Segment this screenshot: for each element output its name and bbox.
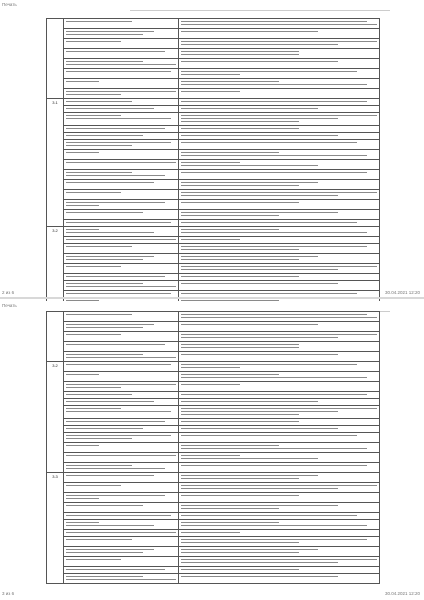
field-label [64,372,179,382]
table-row [47,113,380,126]
table-row [47,237,380,244]
field-value [179,453,380,463]
field-value [179,537,380,547]
field-value [179,150,380,160]
field-value [179,352,380,362]
field-label [64,106,179,113]
table-row [47,443,380,453]
field-value [179,113,380,126]
field-value [179,399,380,406]
field-value [179,322,380,332]
table-row [47,69,380,79]
table-row [47,352,380,362]
page-counter: 2 из 6 [2,290,15,295]
field-label [64,392,179,399]
field-value [179,133,380,140]
field-label [64,150,179,160]
table-row [47,392,380,399]
table-row [47,126,380,133]
field-value [179,530,380,537]
field-label [64,19,179,29]
field-value [179,190,380,200]
table-row [47,463,380,473]
table-row [47,473,380,483]
field-value [179,463,380,473]
table-row [47,503,380,513]
field-label [64,463,179,473]
field-label [64,227,179,237]
field-label [64,382,179,392]
field-value [179,433,380,443]
field-label [64,237,179,244]
field-value [179,69,380,79]
field-value [179,170,380,180]
field-label [64,220,179,227]
table-row [47,332,380,342]
table-row [47,382,380,392]
field-value [179,574,380,584]
field-label [64,170,179,180]
table-row [47,453,380,463]
field-label [64,493,179,503]
table-row [47,399,380,406]
field-label [64,281,179,291]
field-value [179,140,380,150]
table-row [47,520,380,530]
table-row [47,567,380,574]
field-value [179,547,380,557]
section-number [47,19,64,99]
field-value [179,210,380,220]
field-value [179,281,380,291]
table-row [47,372,380,382]
table-row [47,574,380,584]
field-label [64,140,179,150]
field-label [64,39,179,49]
field-value [179,362,380,372]
field-value [179,406,380,419]
field-value [179,513,380,520]
field-value [179,372,380,382]
field-label [64,133,179,140]
field-value [179,264,380,274]
field-label [64,547,179,557]
table-row [47,227,380,237]
field-label [64,69,179,79]
field-label [64,49,179,59]
print-label: Печать [2,303,17,308]
field-label [64,443,179,453]
field-label [64,210,179,220]
field-value [179,567,380,574]
table-row [47,49,380,59]
field-value [179,126,380,133]
field-label [64,557,179,567]
field-label [64,322,179,332]
table-row [47,19,380,29]
field-label [64,312,179,322]
field-value [179,342,380,352]
table-row [47,483,380,493]
field-label [64,200,179,210]
table-row [47,220,380,227]
field-value [179,274,380,281]
table-row [47,106,380,113]
table-row [47,274,380,281]
field-label [64,426,179,433]
table-row [47,254,380,264]
page-date: 30.04.2021 12:20 [384,591,420,596]
field-value [179,99,380,106]
table-row [47,406,380,419]
table-row [47,133,380,140]
table-row [47,170,380,180]
field-value [179,520,380,530]
table-row [47,200,380,210]
field-label [64,503,179,513]
section-number [47,312,64,362]
field-label [64,113,179,126]
field-value [179,312,380,322]
field-value [179,254,380,264]
page-header-url [130,6,390,11]
field-label [64,79,179,89]
field-label [64,126,179,133]
field-value [179,39,380,49]
table-row [47,180,380,190]
table-row [47,362,380,372]
field-label [64,513,179,520]
table-row [47,140,380,150]
field-label [64,399,179,406]
table-row [47,537,380,547]
table-row [47,244,380,254]
table-row [47,99,380,106]
field-label [64,574,179,584]
field-value [179,89,380,99]
field-value [179,332,380,342]
field-label [64,453,179,463]
table-row [47,89,380,99]
field-label [64,190,179,200]
table-row [47,557,380,567]
field-label [64,352,179,362]
table-row [47,190,380,200]
field-value [179,180,380,190]
field-label [64,362,179,372]
field-value [179,426,380,433]
registry-table [46,311,380,584]
table-row [47,264,380,274]
field-value [179,220,380,227]
table-row [47,29,380,39]
table-row [47,513,380,520]
table-row [47,342,380,352]
table-row [47,493,380,503]
field-value [179,227,380,237]
field-value [179,160,380,170]
document-page-1 [0,0,424,299]
section-number: 3.3 [47,473,64,584]
field-value [179,106,380,113]
field-value [179,382,380,392]
field-value [179,557,380,567]
field-value [179,200,380,210]
field-value [179,443,380,453]
field-value [179,493,380,503]
field-label [64,332,179,342]
field-label [64,419,179,426]
table-row [47,419,380,426]
field-value [179,244,380,254]
table-row [47,322,380,332]
field-label [64,29,179,39]
field-value [179,503,380,513]
field-value [179,392,380,399]
section-number: 3.2 [47,362,64,473]
section-number: 3.1 [47,99,64,227]
field-label [64,160,179,170]
field-value [179,237,380,244]
document-page-2 [0,301,424,600]
field-label [64,89,179,99]
field-label [64,180,179,190]
field-label [64,59,179,69]
table-row [47,160,380,170]
page-counter: 3 из 6 [2,591,15,596]
table-row [47,210,380,220]
field-value [179,49,380,59]
field-value [179,473,380,483]
table-row [47,150,380,160]
field-label [64,342,179,352]
field-label [64,99,179,106]
field-label [64,254,179,264]
table-row [47,79,380,89]
field-label [64,406,179,419]
field-value [179,79,380,89]
table-row [47,530,380,537]
field-label [64,274,179,281]
field-value [179,419,380,426]
table-row [47,547,380,557]
field-label [64,264,179,274]
field-label [64,244,179,254]
field-label [64,567,179,574]
field-label [64,483,179,493]
table-row [47,312,380,322]
page-divider [0,297,424,299]
field-label [64,520,179,530]
table-row [47,39,380,49]
table-row [47,433,380,443]
field-label [64,537,179,547]
section-number: 3.2 [47,227,64,352]
page-date: 30.04.2021 12:20 [384,290,420,295]
field-label [64,530,179,537]
table-row [47,426,380,433]
field-value [179,483,380,493]
field-value [179,59,380,69]
print-label: Печать [2,2,17,7]
table-row [47,281,380,291]
table-row [47,59,380,69]
field-value [179,29,380,39]
field-label [64,433,179,443]
field-label [64,473,179,483]
field-value [179,19,380,29]
